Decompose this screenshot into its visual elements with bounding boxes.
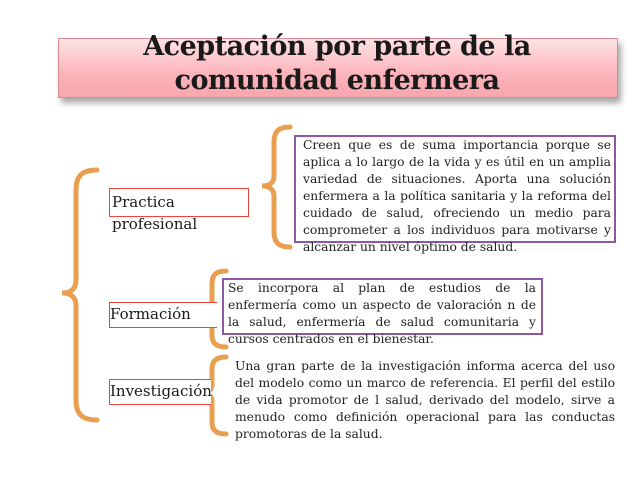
practica-brace: [262, 127, 290, 247]
practica-text: Creen que es de suma importancia porque se aplica a lo largo de la vida y es útil en un amplia variedad de situaciones. Aporta una solución enfermera a la política sanitaria y la reforma del cuidado de salud, ofreciendo un medio para comprometer a los individuos para motivarse y alcanzar un nivel óptimo de salud.: [303, 138, 611, 254]
main-brace: [62, 170, 97, 420]
investigacion-label: Investigación: [110, 382, 212, 400]
investigacion-text: Una gran parte de la investigación informa acerca del uso del modelo como un marco de referencia. El perfil del estilo de vida promotor de l salud, derivado del modelo, sirve a menudo como definición operacional para las conductas promotoras de la salud.: [235, 359, 615, 441]
practica-label: Practica profesional: [112, 193, 198, 233]
formacion-text: Se incorpora al plan de estudios de la enfermería como un aspecto de valoración n de la salud, enfermería de salud comunitaria y cursos centrados en el bienestar.: [228, 281, 536, 346]
formacion-label: Formación: [110, 305, 191, 323]
diagram-title: Aceptación por parte de la comunidad enfermera: [143, 31, 531, 96]
